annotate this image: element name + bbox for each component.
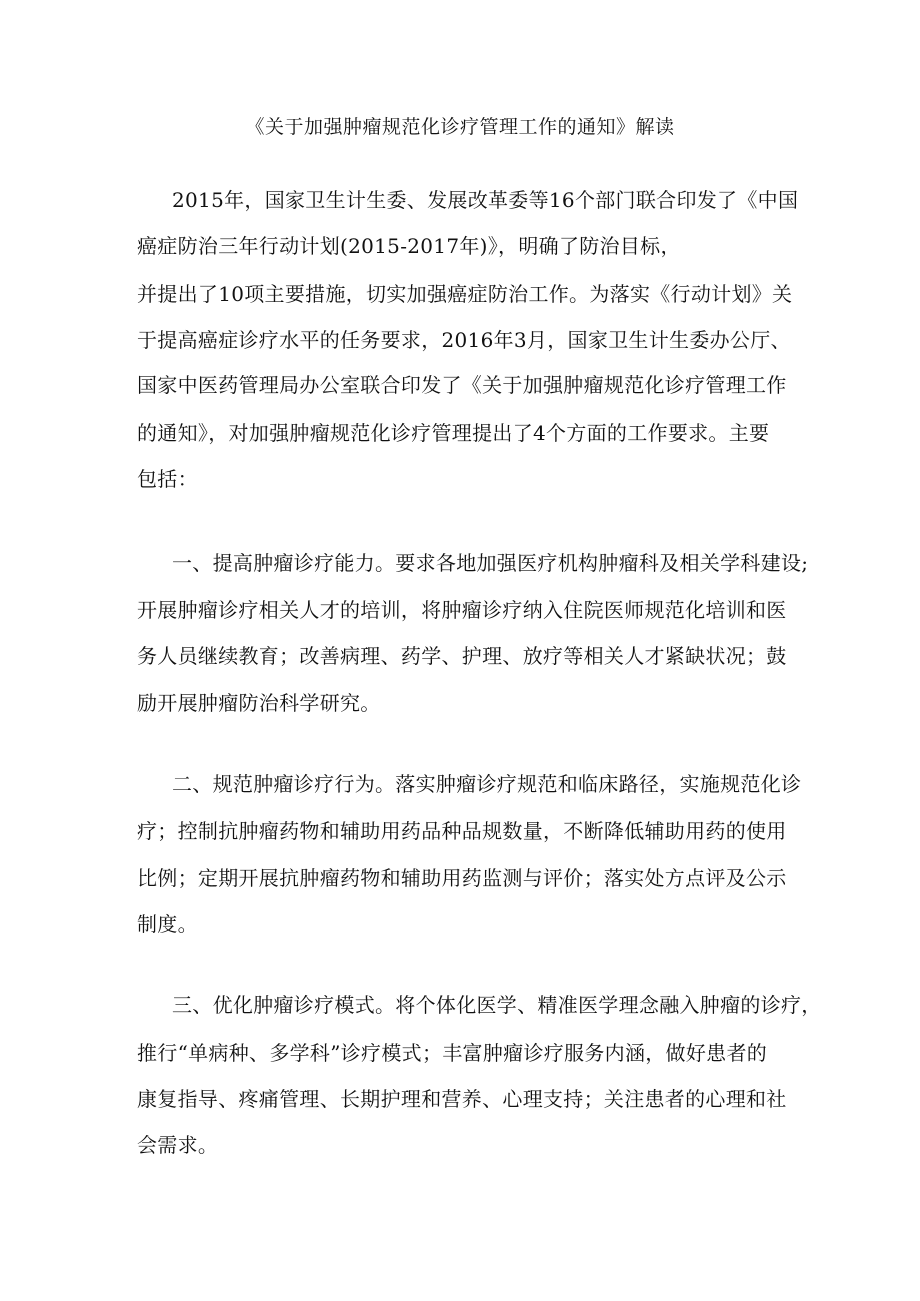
text-line: 制度。 — [137, 912, 198, 936]
text-line: 推行“单病种、多学科”诊疗模式；丰富肿瘤诊疗服务内涵，做好患者的 — [137, 1041, 768, 1065]
document-title: 《关于加强肿瘤规范化诊疗管理工作的通知》解读 — [245, 116, 675, 138]
text-line: 二、规范肿瘤诊疗行为。落实肿瘤诊疗规范和临床路径，实施规范化诊 — [172, 772, 802, 796]
text-line: 包括： — [137, 467, 198, 491]
text-line: 癌症防治三年行动计划(2015-2017年)》，明确了防治目标， — [137, 234, 681, 258]
text-line: 一、提高肿瘤诊疗能力。要求各地加强医疗机构肿瘤科及相关学科建设; — [172, 551, 809, 575]
text-line: 于提高癌症诊疗水平的任务要求，2016年3月，国家卫生计生委办公厅、 — [137, 328, 791, 352]
text-line: 会需求。 — [137, 1133, 219, 1157]
text-line: 康复指导、疼痛管理、长期护理和营养、心理支持；关注患者的心理和社 — [137, 1087, 787, 1111]
text-line: 的通知》，对加强肿瘤规范化诊疗管理提出了4个方面的工作要求。主要 — [137, 421, 770, 445]
text-line: 务人员继续教育；改善病理、药学、护理、放疗等相关人才紧缺状况；鼓 — [137, 644, 787, 668]
text-line: 三、优化肿瘤诊疗模式。将个体化医学、精准医学理念融入肿瘤的诊疗， — [172, 993, 822, 1017]
text-line: 疗；控制抗肿瘤药物和辅助用药品种品规数量，不断降低辅助用药的使用 — [137, 819, 787, 843]
text-line: 并提出了10项主要措施，切实加强癌症防治工作。为落实《行动计划》关 — [137, 282, 793, 306]
text-line: 2015年，国家卫生计生委、发展改革委等16个部门联合印发了《中国 — [172, 188, 799, 212]
text-line: 比例；定期开展抗肿瘤药物和辅助用药监测与评价；落实处方点评及公示 — [137, 866, 787, 890]
text-line: 开展肿瘤诊疗相关人才的培训，将肿瘤诊疗纳入住院医师规范化培训和医 — [137, 598, 787, 622]
text-line: 国家中医药管理局办公室联合印发了《关于加强肿瘤规范化诊疗管理工作 — [137, 373, 787, 397]
text-line: 励开展肿瘤防治科学研究。 — [137, 691, 381, 715]
